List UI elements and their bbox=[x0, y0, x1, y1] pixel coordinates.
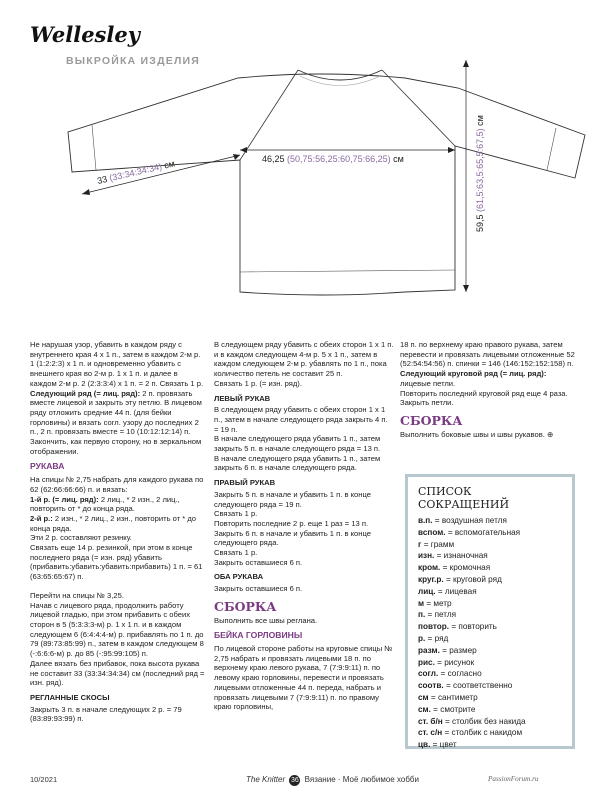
paragraph: Не нарушая узор, убавить в каждом ряду с внутреннего края 4 х 1 п., затем в каждом 2-м р. 1 (1:2:2:3) х 1 п. и одновременно убавить с внешнего края во 2-м р. 1 х 1 п. и далее в каждом 2-м р. 2 (2:3:3:4) х 1 п. = 2 п. Связать 1 р. bbox=[30, 340, 204, 388]
abbreviation-row: изн. = изнаночная bbox=[418, 551, 488, 561]
paragraph: Закрыть оставшиеся 6 п. bbox=[214, 584, 303, 594]
paragraph: Закрыть оставшиеся 6 п. bbox=[214, 557, 303, 567]
paragraph: В следующем ряду убавить с обеих сторон 1 х 1 п. и в каждом следующем 4-м р. 5 х 1 п., затем в каждом следующем 2-м р. убавлять по 1 п., пока количество петель не составит 25 п. bbox=[214, 340, 394, 379]
paragraph: Закрыть 6 п. в начале и убавить 1 п. в конце следующего ряда. bbox=[214, 528, 371, 548]
paragraph: Связать 1 р. bbox=[214, 509, 258, 519]
paragraph: Связать 1 р. (= изн. ряд). bbox=[214, 378, 302, 388]
abbreviations-list bbox=[418, 515, 564, 751]
paragraph: Закрыть петли. bbox=[400, 398, 454, 408]
abbreviation-row: м = метр bbox=[418, 598, 452, 608]
column-1 bbox=[30, 340, 206, 724]
column-3 bbox=[400, 340, 576, 439]
paragraph: Эти 2 р. составляют резинку. bbox=[30, 533, 132, 543]
neckline bbox=[298, 70, 382, 80]
page-number: 36 bbox=[290, 777, 299, 784]
subheading-right-sleeve: ПРАВЫЙ РУКАВ bbox=[214, 478, 276, 488]
section-heading-neckband: БЕЙКА ГОРЛОВИНЫ bbox=[214, 630, 303, 641]
abbreviation-row: ст. б/н = столбик без накида bbox=[418, 716, 526, 726]
paragraph: В начале следующего ряда убавить 1 п., затем закрыть 6 п. в начале следующего ряда. bbox=[214, 453, 381, 473]
paragraph: Далее вязать без прибавок, пока высота рукава не составит 33 (33:34:34:34) см (последний ряд = изн. ряд). bbox=[30, 658, 205, 688]
paragraph: 1-й р. (= лиц. ряд): 2 лиц., * 2 изн., 2 лиц., повторить от * до конца ряда. bbox=[30, 494, 180, 514]
abbreviation-row: р. = ряд bbox=[418, 633, 449, 643]
page-subtitle: ВЫКРОЙКА ИЗДЕЛИЯ bbox=[66, 55, 201, 67]
paragraph: Повторить последний круговой ряд еще 4 раза. bbox=[400, 388, 568, 398]
raglan-right bbox=[382, 70, 455, 146]
paragraph: Закончить, как первую сторону, но в зеркальном отображении. bbox=[30, 437, 202, 456]
paragraph: В следующем ряду убавить с обеих сторон 1 х 1 п., затем в начале следующего ряда закрыть 4 п. = 19 п. bbox=[214, 405, 388, 434]
section-heading-final-assembly: СБОРКА bbox=[400, 412, 463, 428]
paragraph: Следующий круговой ряд (= лиц. ряд): лицевые петли. bbox=[400, 369, 547, 388]
abbreviation-row: в.п. = воздушная петля bbox=[418, 516, 507, 525]
abbreviation-row: см. = смотрите bbox=[418, 704, 476, 714]
abbreviation-row: вспом. = вспомогательная bbox=[418, 527, 521, 537]
abbreviation-row: ст. с/н = столбик с накидом bbox=[418, 728, 523, 738]
paragraph: Перейти на спицы № 3,25. bbox=[30, 590, 124, 600]
left-cuff bbox=[92, 125, 96, 170]
sleeve-dim-label: 33 (33:34:34:34) см bbox=[96, 158, 176, 186]
abbreviation-row: согл. = согласно bbox=[418, 669, 482, 679]
abbreviations-box bbox=[405, 474, 575, 749]
paragraph: Связать еще 14 р. резинкой, при этом в конце последнего ряда (= изн. ряд) убавить (прибавить:убавить:убавить:прибавить) 1 п. = 61 (63:65:65:67) п. bbox=[30, 543, 203, 582]
abbreviation-row: см = сантиметр bbox=[418, 692, 478, 702]
raglan-left bbox=[240, 70, 298, 160]
sweater-outline bbox=[68, 74, 585, 295]
abbreviation-row: п. = петля bbox=[418, 610, 457, 620]
width-dim-label: 46,25 (50,75:56,25:60,75:66,25) см bbox=[262, 154, 404, 164]
abbreviation-row: рис. = рисунок bbox=[418, 657, 475, 667]
paragraph: 18 п. по верхнему краю правого рукава, затем перевести и провязать лицевыми отложенные 52 (52:54:54:56) п. спинки = 146 (146:152:152:158) п. bbox=[400, 340, 575, 369]
abbreviation-row: кром. = кромочная bbox=[418, 563, 491, 573]
length-dim-label: 59,5 (61,5:63,5:65,5:67,5) см bbox=[475, 115, 485, 232]
neckband bbox=[300, 76, 380, 86]
page-title: Wellesley bbox=[30, 22, 140, 47]
paragraph: Выполнить все швы реглана. bbox=[214, 615, 318, 625]
paragraph: На спицы № 2,75 набрать для каждого рукава по 62 (62:66:66:66) п. и вязать: bbox=[30, 475, 204, 494]
issue-date: 10/2021 bbox=[30, 775, 58, 784]
sweater-schematic bbox=[0, 0, 597, 330]
abbreviation-row: круг.р. = круговой ряд bbox=[418, 574, 502, 584]
paragraph: Начав с лицевого ряда, продолжить работу лицевой гладью, при этом прибавить с обеих сторон в 5 (5:3:3:3-м) р. 1 х 1 п. и в каждом следующем 6 (6:4:4:4-м) р. прибавлять по 1 п. до 79 (89:73:85:99) п., затем в каждом следующем 8 (-:6:6:6-м) р. до 85 (-:95:99:105) п. bbox=[30, 600, 204, 659]
column-2 bbox=[214, 340, 394, 712]
hem-rib bbox=[240, 270, 455, 272]
abbreviation-row: повтор. = повторить bbox=[418, 622, 497, 632]
paragraph: Закрыть 3 п. в начале следующих 2 р. = 79 (83:89:93:99) п. bbox=[30, 704, 182, 724]
paragraph: Повторить последние 2 р. еще 1 раз = 13 п. bbox=[214, 518, 369, 528]
paragraph: Связать 1 р. bbox=[214, 548, 258, 558]
paragraph: 2-й р.: 2 изн., * 2 лиц., 2 изн., повторить от * до конца ряда. bbox=[30, 513, 197, 533]
footer-publication: The Knitter 36 Вязание · Моё любимое хобби bbox=[246, 775, 419, 784]
right-cuff bbox=[547, 128, 556, 170]
abbreviation-row: г = грамм bbox=[418, 539, 455, 549]
end-mark-icon: ⊕ bbox=[546, 429, 554, 439]
abbreviation-row: цв. = цвет bbox=[418, 740, 457, 750]
paragraph: По лицевой стороне работы на круговые спицы № 2,75 набрать и провязать лицевыми 18 п. по верхнему краю левого рукава, 7 (7:9:9:11) п. по левому краю горловины, перевести и провязать лицевыми отложенные 44 п. переда, набрать и провязать лицевыми 7 (7:9:9:11) п. по правому краю горловины, bbox=[214, 643, 393, 712]
watermark: PassionForum.ru bbox=[488, 775, 539, 783]
abbreviation-row: соотв. = соответственно bbox=[418, 681, 513, 691]
paragraph: Выполнить боковые швы и швы рукавов. ⊕ bbox=[400, 429, 554, 439]
abbreviation-row: лиц. = лицевая bbox=[418, 586, 477, 596]
abbreviation-row: разм. = размер bbox=[418, 645, 477, 655]
subheading-both-sleeves: ОБА РУКАВА bbox=[214, 572, 264, 582]
abbreviations-title: СПИСОК СОКРАЩЕНИЙ bbox=[418, 485, 510, 511]
paragraph: В начале следующего ряда убавить 1 п., затем закрыть 5 п. в начале следующего ряда = 13 п. bbox=[214, 434, 381, 454]
subheading-left-sleeve: ЛЕВЫЙ РУКАВ bbox=[214, 393, 271, 403]
section-heading-assembly: СБОРКА bbox=[214, 598, 277, 614]
paragraph: Закрыть 5 п. в начале и убавить 1 п. в конце следующего ряда = 19 п. bbox=[214, 489, 371, 509]
subheading-raglan: РЕГЛАННЫЕ СКОСЫ bbox=[30, 692, 110, 702]
paragraph: Следующий ряд (= лиц. ряд): 2 п. провязать вместе лицевой и закрыть эту петлю. В лицевом ряду отложить средние 44 п. (для бейки горловины) и вязать согл. узору до последних 2 п., 2 п. провязать вместе = 10 (10:12:12:14) п. bbox=[30, 388, 202, 437]
section-heading-sleeves: РУКАВА bbox=[30, 461, 65, 472]
